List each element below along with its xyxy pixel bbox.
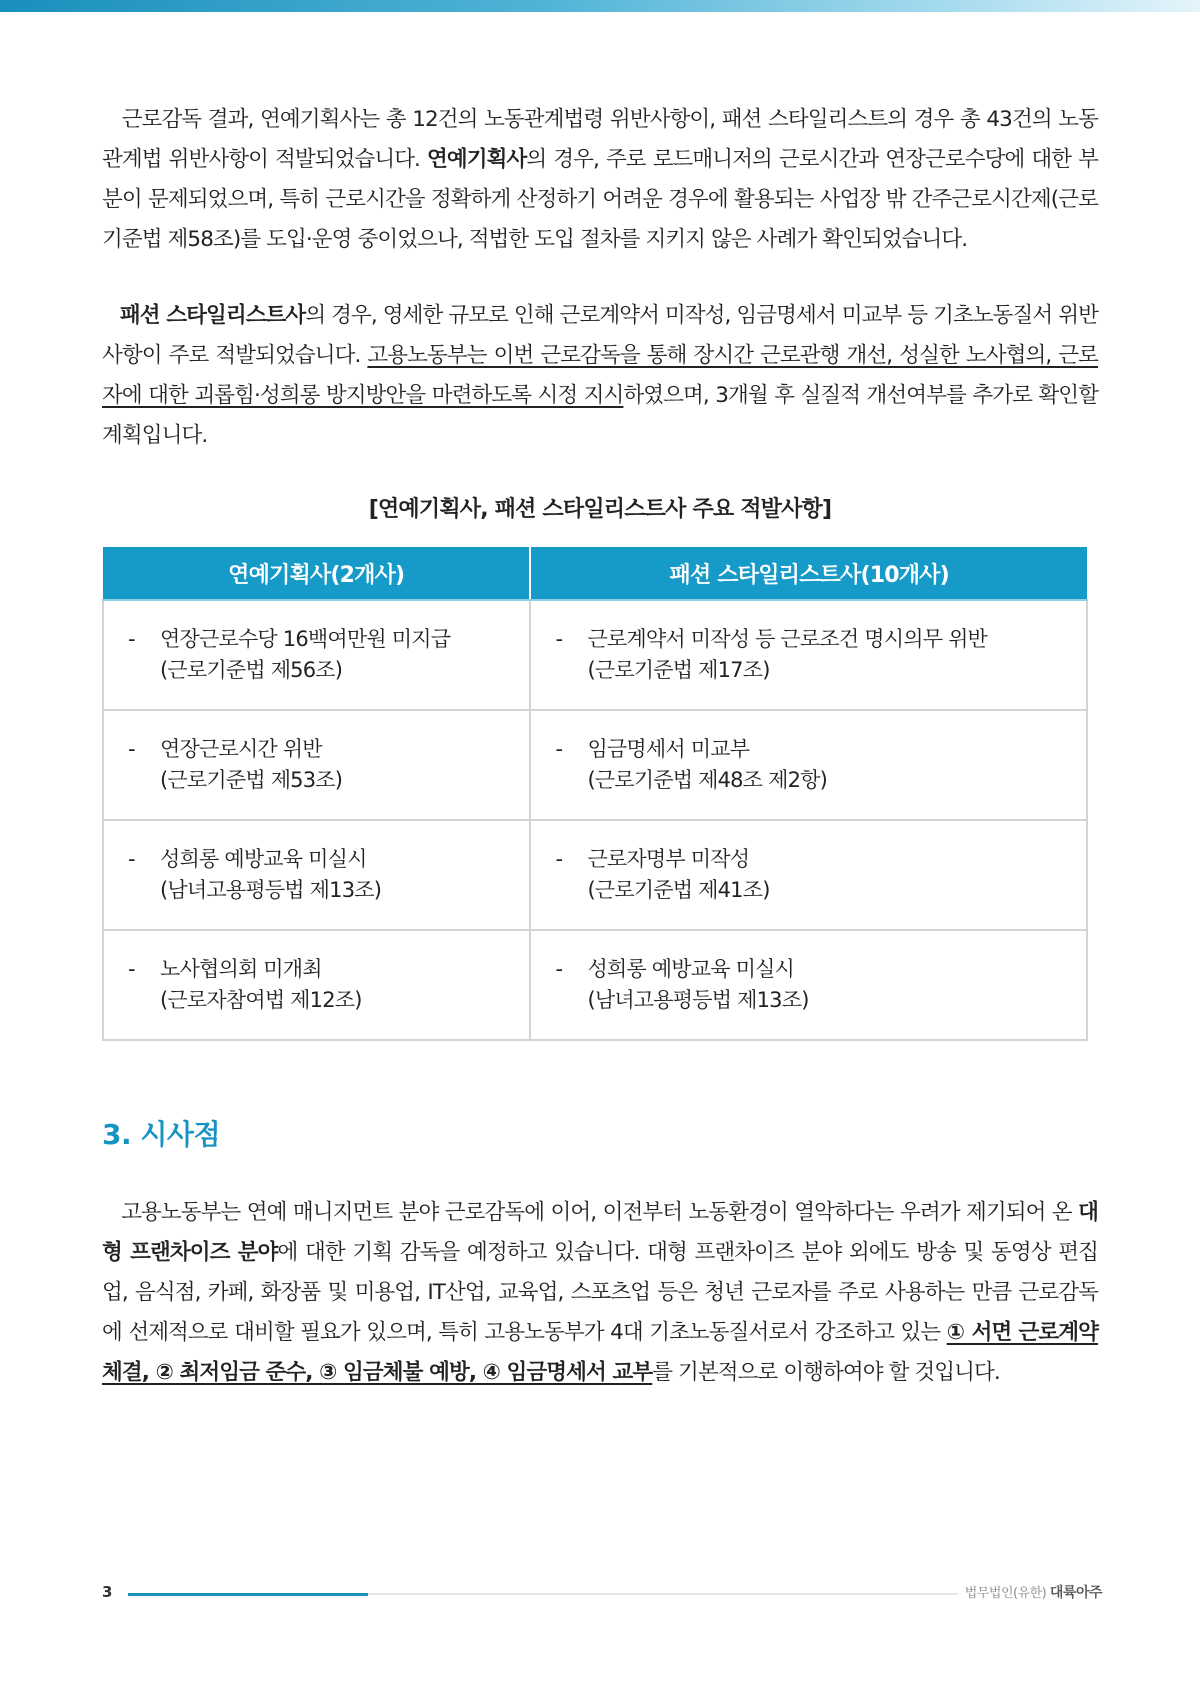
violation-law: (근로자참여법 제12조) (160, 988, 362, 1012)
table-cell (530, 710, 1087, 820)
table-cell (103, 710, 530, 820)
violation-law: (근로기준법 제53조) (160, 768, 343, 792)
paragraph-inspection-results (102, 100, 1098, 260)
violation-law: (근로기준법 제41조) (587, 878, 770, 902)
bullet-dash: - (555, 957, 563, 981)
header-entertainment-agency: 연예기획사(2개사) (103, 547, 530, 600)
table-cell (530, 600, 1087, 710)
violation-text: 성희롱 예방교육 미실시 (160, 847, 367, 871)
violation-text: 성희롱 예방교육 미실시 (587, 957, 795, 981)
table-cell (103, 600, 530, 710)
table-row (103, 930, 1087, 1040)
violation-text: 노사협의회 미개최 (160, 957, 322, 981)
bullet-dash: - (128, 737, 135, 761)
bullet-dash: - (128, 957, 135, 981)
table-caption: [연예기획사, 패션 스타일리스트사 주요 적발사항] (368, 497, 832, 522)
firm-name: 대륙아주 (1049, 1585, 1102, 1601)
table-cell (530, 930, 1087, 1040)
text: 에 대한 기획 감독을 예정하고 있습니다. 대형 프랜차이즈 분야 외에도 방송 및 동영상 편집업, 음식점, 카페, 화장품 및 미용업, IT산업, 교육업, 스포츠업 등은 청년 근로자를 주로 사용하는 만큼 근로감독에 선제적으로 대비할 필요가 있으며, 특히 고용노동부가 4대 기초노동질서로서 강조하고 있는 (102, 1240, 1098, 1345)
text: 의 경우, 영세한 규모로 인해 근로계약서 미작성, 임금명세서 미교부 등 기초노동질서 위반사항이 주로 적발되었습니다. (102, 303, 1098, 368)
table-row (103, 710, 1087, 820)
table-cell (103, 930, 530, 1040)
firm-prefix: 법무법인(유한) (964, 1586, 1050, 1601)
page-footer (102, 1578, 1102, 1610)
paragraph-stylist-findings (102, 296, 1098, 456)
violation-law: (남녀고용평등법 제13조) (587, 988, 809, 1012)
bold-entertainment-agency: 연예기획사 (427, 147, 527, 172)
text: 의 경우, 주로 로드매니저의 근로시간과 연장근로수당에 대한 부분이 문제되었으며, 특히 근로시간을 정확하게 산정하기 어려운 경우에 활용되는 사업장 밖 간주근로시간제(근로기준법 제58조)를 도입·운영 중이었으나, 적법한 도입 절차를 지키지 않은 사례가 확인되었습니다. (102, 147, 1098, 252)
footer-divider-accent (128, 1593, 368, 1596)
table-cell (103, 820, 530, 930)
violation-law: (근로기준법 제56조) (160, 658, 343, 682)
text: 를 기본적으로 이행하여야 할 것입니다. (652, 1360, 1000, 1385)
bold-underlined-four-basic-orders: ① 서면 근로계약 체결, ② 최저임금 준수, ③ 임금체불 예방, ④ 임금명세서 교부 (102, 1320, 1098, 1385)
violation-text: 임금명세서 미교부 (587, 737, 750, 761)
section-title-implications: 3. 시사점 (102, 1118, 221, 1151)
text: 하였으며, 3개월 후 실질적 개선여부를 추가로 확인할 계획입니다. (102, 383, 1098, 448)
bullet-dash: - (128, 627, 135, 651)
bold-franchise-sector: 대형 프랜차이즈 분야 (102, 1200, 1098, 1265)
findings-table (102, 547, 1088, 1041)
violation-text: 근로계약서 미작성 등 근로조건 명시의무 위반 (587, 627, 988, 651)
violation-law: (근로기준법 제17조) (587, 658, 770, 682)
bullet-dash: - (555, 737, 563, 761)
text: 고용노동부는 연예 매니지먼트 분야 근로감독에 이어, 이전부터 노동환경이 열악하다는 우려가 제기되어 온 (121, 1200, 1079, 1225)
table-cell (530, 820, 1087, 930)
bullet-dash: - (555, 847, 563, 871)
table-row (103, 820, 1087, 930)
violation-law: (근로기준법 제48조 제2항) (587, 768, 828, 792)
top-accent-bar (0, 0, 1200, 12)
underlined-correction-order: 고용노동부는 이번 근로감독을 통해 장시간 근로관행 개선, 성실한 노사협의, 근로자에 대한 괴롭힘·성희롱 방지방안을 마련하도록 시정 지시 (102, 343, 1098, 408)
footer-divider (128, 1593, 958, 1595)
bullet-dash: - (128, 847, 135, 871)
bold-fashion-stylist: 패션 스타일리스트사 (119, 303, 306, 328)
bullet-dash: - (555, 627, 563, 651)
violation-text: 근로자명부 미작성 (587, 847, 750, 871)
page-content (102, 100, 1098, 1393)
violation-text: 연장근로수당 16백여만원 미지급 (160, 627, 451, 651)
table-header-row (103, 547, 1087, 600)
header-fashion-stylist: 패션 스타일리스트사(10개사) (530, 547, 1087, 600)
violation-text: 연장근로시간 위반 (160, 737, 322, 761)
page-number: 3 (102, 1583, 113, 1601)
table-row (103, 600, 1087, 710)
firm-logo-text (965, 1582, 1102, 1602)
paragraph-implications (102, 1193, 1098, 1393)
violation-law: (남녀고용평등법 제13조) (160, 878, 382, 902)
text: 근로감독 결과, 연예기획사는 총 12건의 노동관계법령 위반사항이, 패션 스타일리스트의 경우 총 43건의 노동관계법 위반사항이 적발되었습니다. (102, 107, 1098, 172)
